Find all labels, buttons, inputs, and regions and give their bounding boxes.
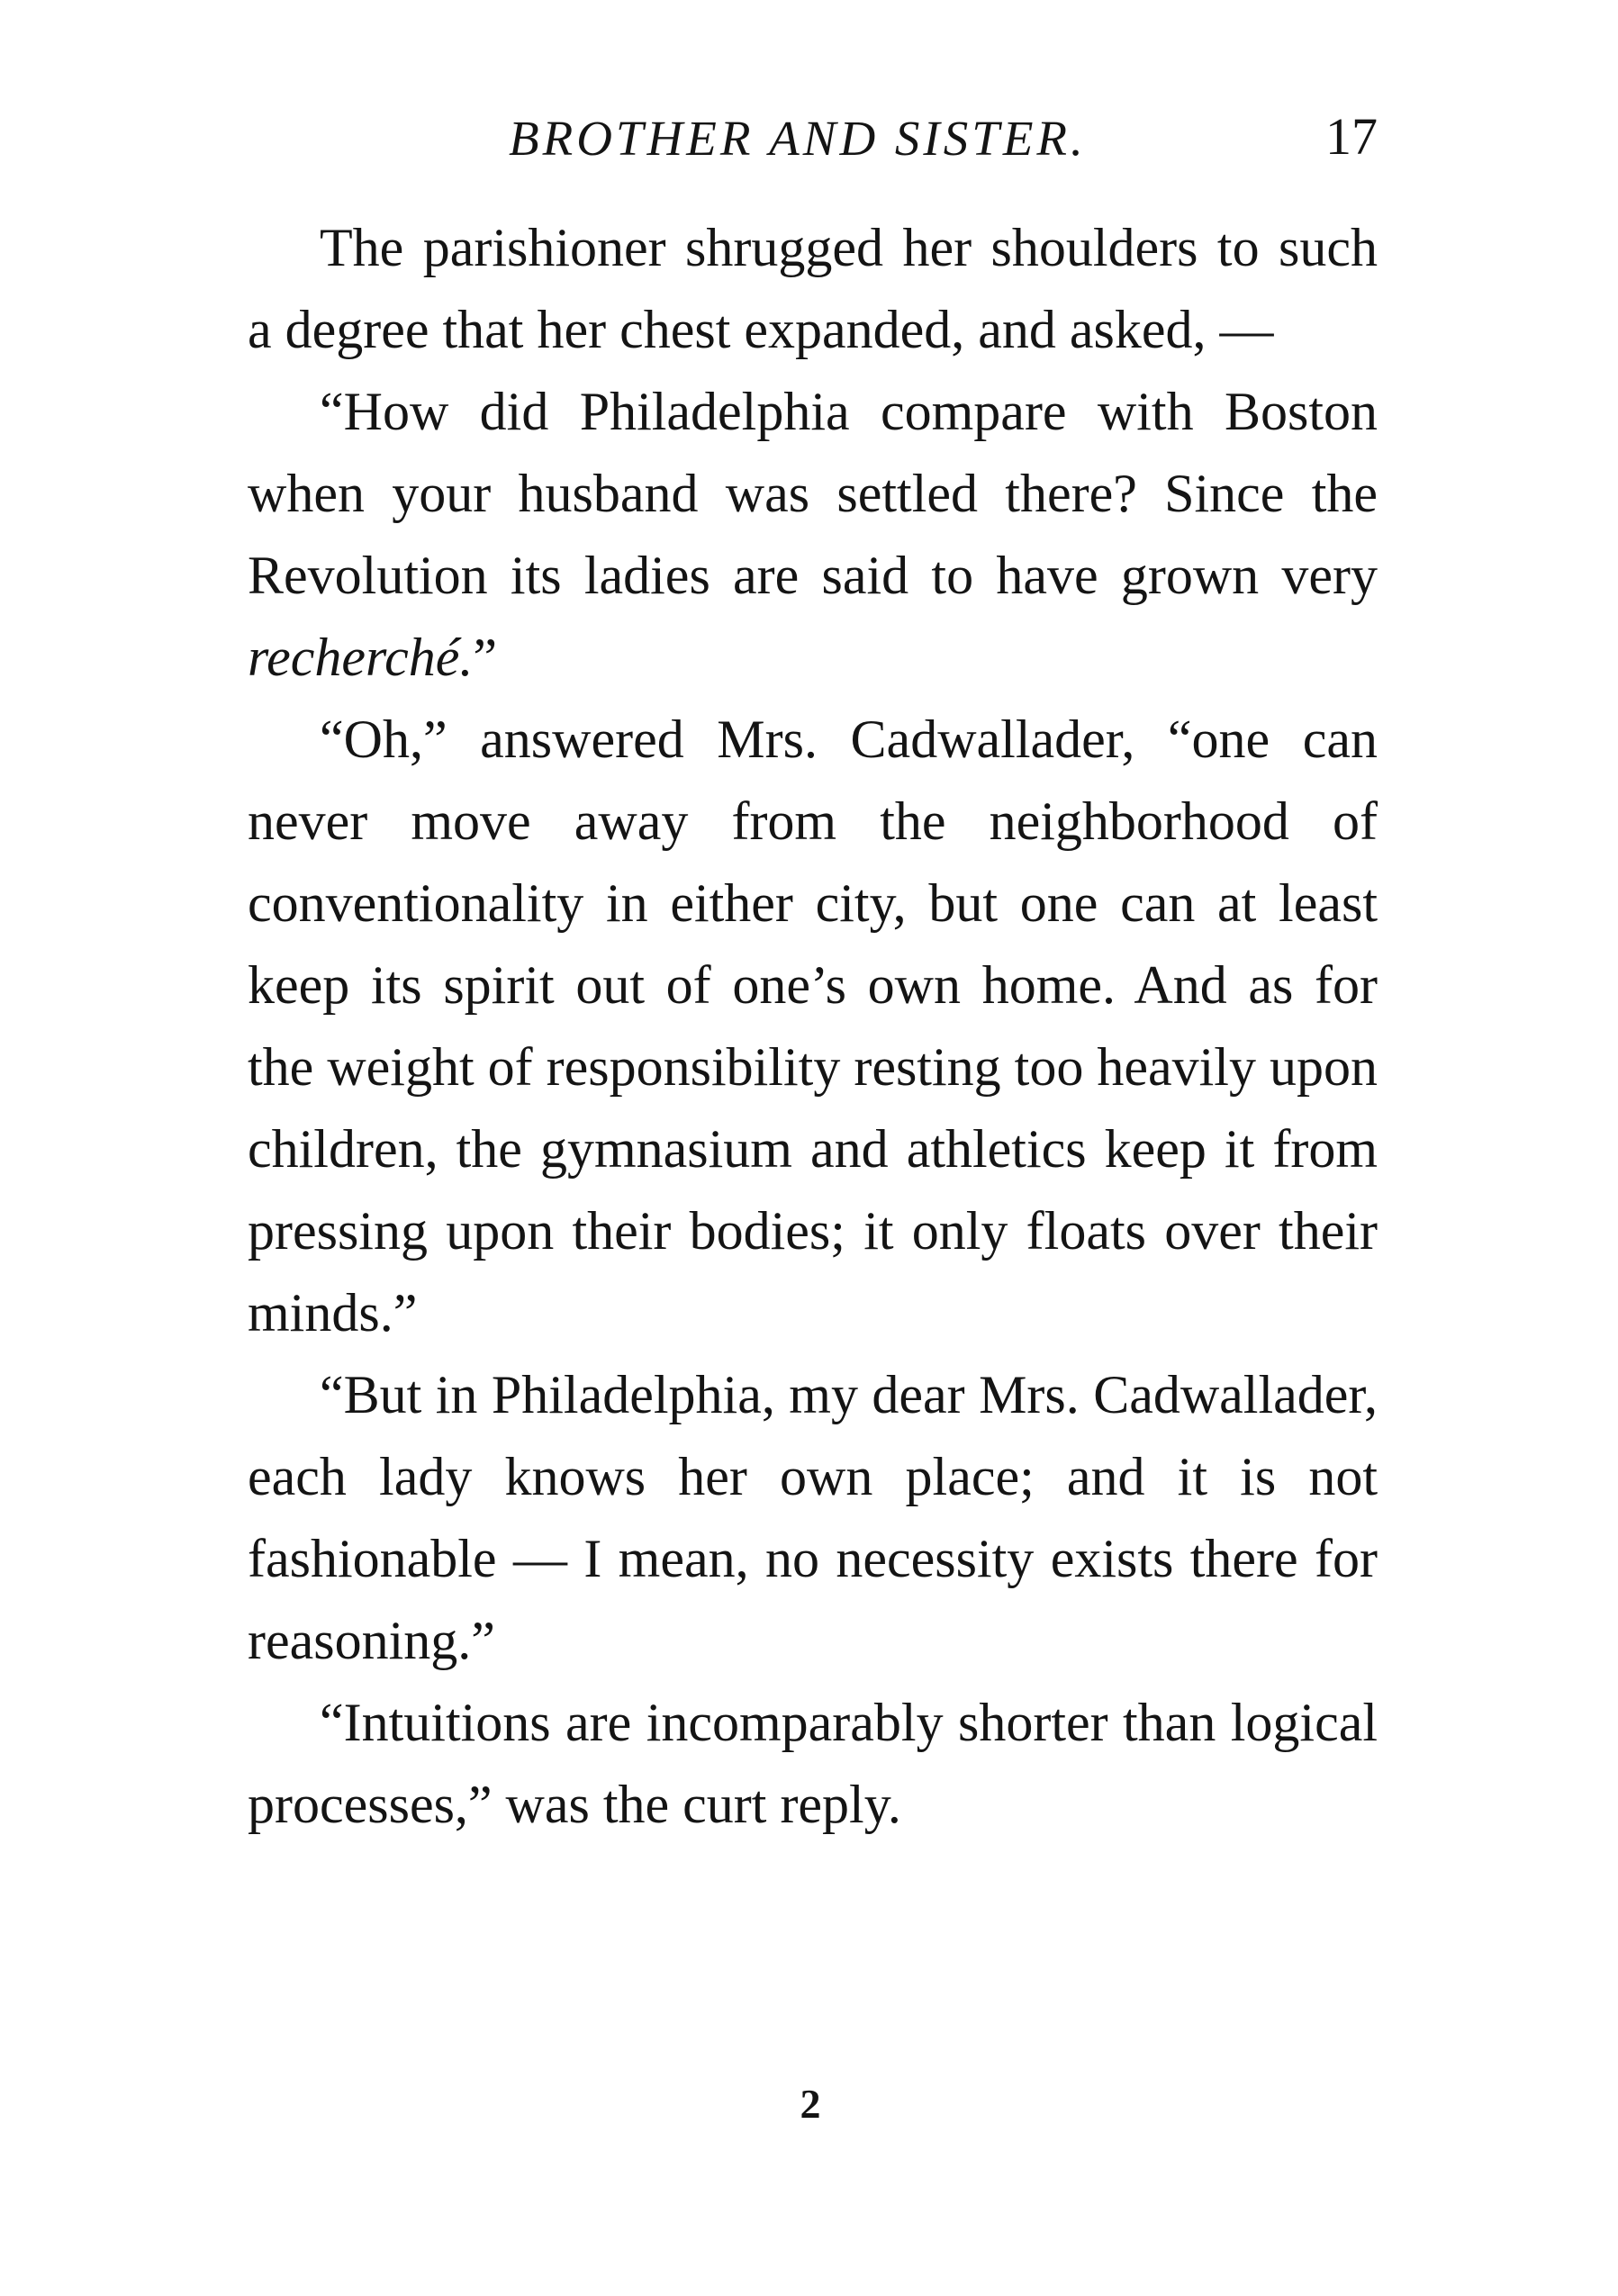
- page-header: [248, 101, 1378, 173]
- paragraph-2-close-quote: ”: [473, 628, 498, 687]
- running-head: BROTHER AND SISTER.: [509, 111, 1087, 166]
- paragraph-2-text: “How did Philadelphia compare with Boston when your husband was settled there? Since the Revolution its ladies are said to have grown very: [248, 382, 1378, 605]
- body-text: [248, 207, 1378, 1846]
- page-number: 17: [1325, 107, 1378, 166]
- paragraph-2: [248, 371, 1378, 699]
- paragraph-2-italic: recherché.: [248, 628, 474, 687]
- signature-mark: 2: [800, 2081, 821, 2127]
- paragraph-3: “Oh,” answered Mrs. Cadwallader, “one can never move away from the neighborhood of conventionality in either city, but one can at least keep its spirit out of one’s own home. And as for the weight of responsibility resting too heavily upon children, the gymnasium and athletics keep it from pressing upon their bodies; it only floats over their minds.”: [248, 710, 1378, 1342]
- paragraph-1: The parishioner shrugged her shoulders to such a degree that her chest expanded, and asked, —: [248, 218, 1378, 359]
- paragraph-4: “But in Philadelphia, my dear Mrs. Cadwallader, each lady knows her own place; and it is not fashionable — I mean, no necessity exists there for reasoning.”: [248, 1365, 1378, 1670]
- paragraph-5: “Intuitions are incomparably shorter than logical processes,” was the curt reply.: [248, 1693, 1378, 1834]
